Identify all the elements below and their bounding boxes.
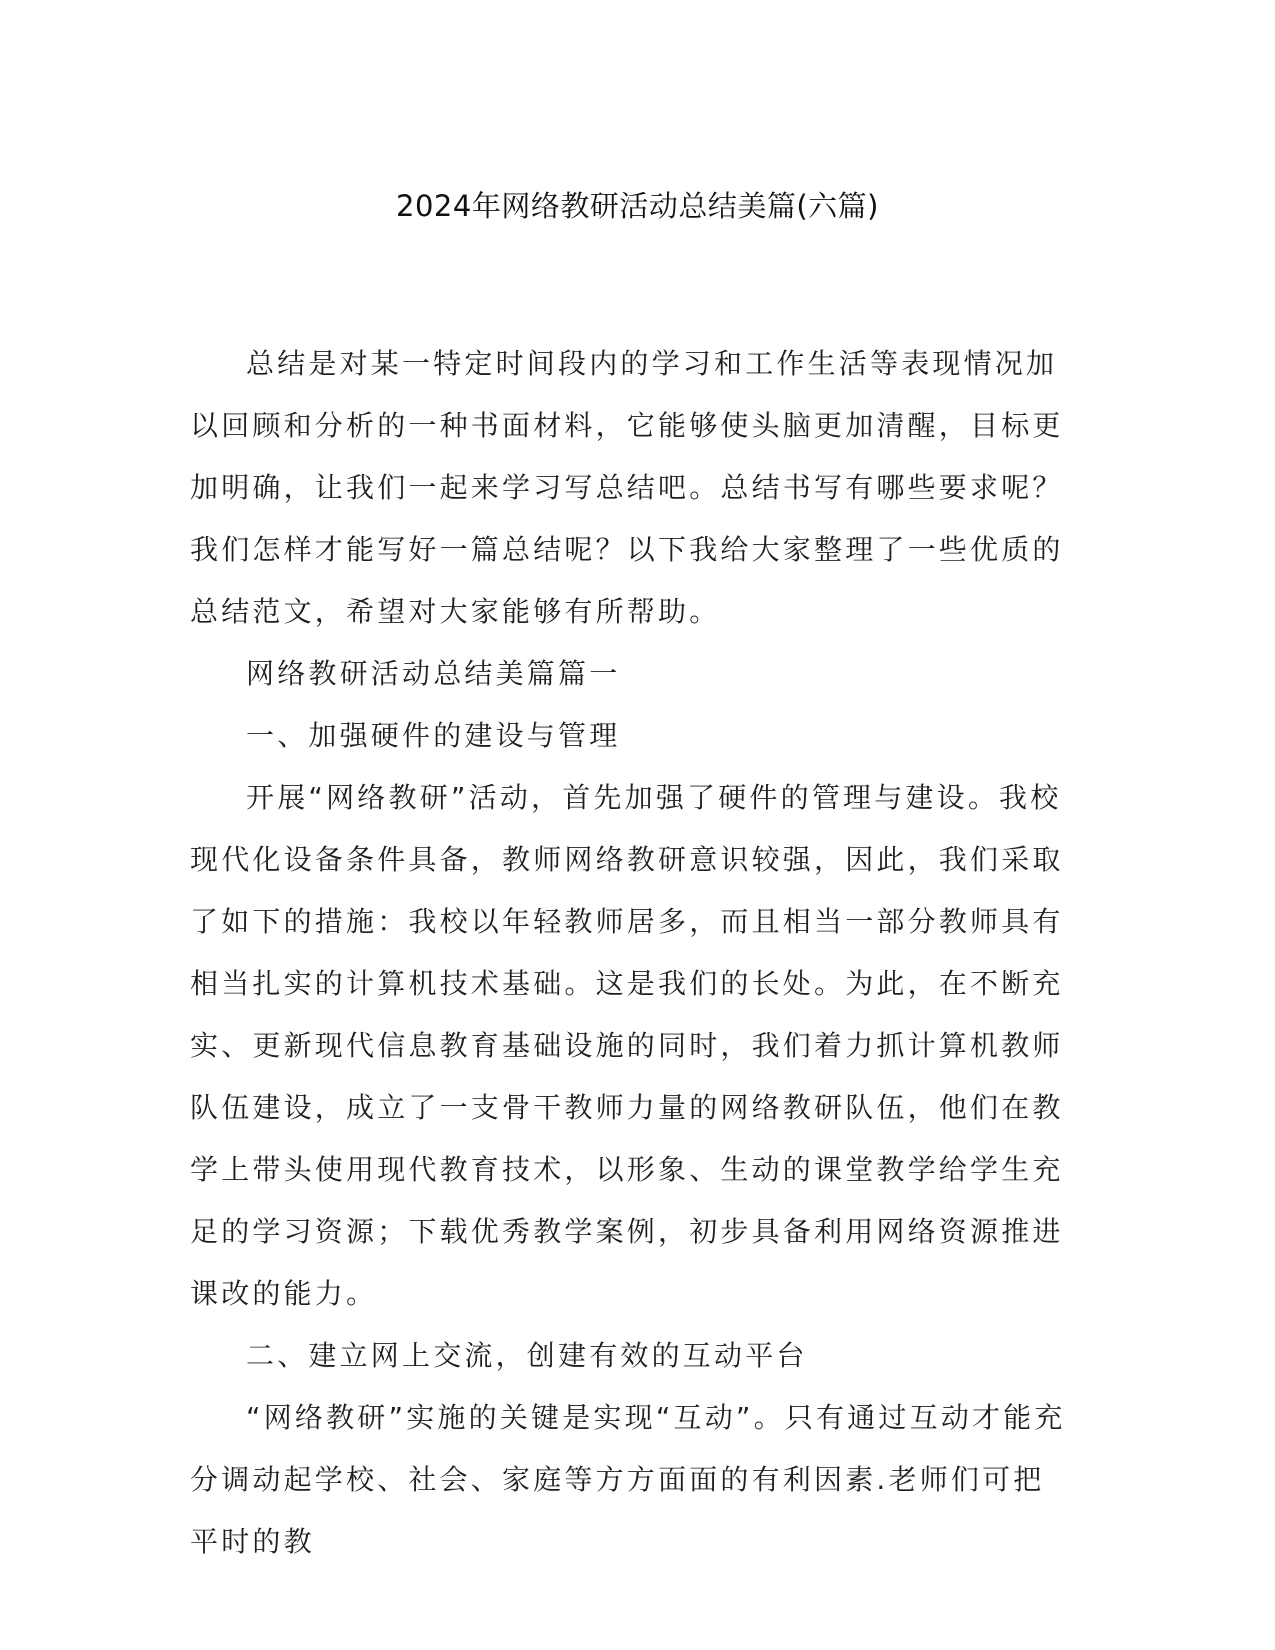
intro-paragraph: 总结是对某一特定时间段内的学习和工作生活等表现情况加以回顾和分析的一种书面材料，它能够使头脑更加清醒，目标更加明确，让我们一起来学习写总结吧。总结书写有哪些要求呢？我们怎样才能写好一篇总结呢？以下我给大家整理了一些优质的总结范文，希望对大家能够有所帮助。: [190, 347, 1064, 628]
hardware-paragraph: 开展“网络教研”活动，首先加强了硬件的管理与建设。我校现代化设备条件具备，教师网络教研意识较强，因此，我们采取了如下的措施：我校以年轻教师居多，而且相当一部分教师具有相当扎实的计算机技术基础。这是我们的长处。为此，在不断充实、更新现代信息教育基础设施的同时，我们着力抓计算机教师队伍建设，成立了一支骨干教师力量的网络教研队伍，他们在教学上带头使用现代教育技术，以形象、生动的课堂教学给学生充足的学习资源；下载优秀教学案例，初步具备利用网络资源推进课改的能力。: [190, 781, 1064, 1310]
document-title: 2024年网络教研活动总结美篇(六篇): [396, 189, 879, 223]
interaction-paragraph: “网络教研”实施的关键是实现“互动”。只有通过互动才能充分调动起学校、社会、家庭等方方面面的有利因素.老师们可把平时的教: [190, 1401, 1066, 1558]
subheading-online-exchange: 二、建立网上交流，创建有效的互动平台: [246, 1339, 808, 1372]
document-body: [190, 333, 1075, 1573]
subheading-hardware: 一、加强硬件的建设与管理: [246, 719, 621, 752]
section-heading-part-one: 网络教研活动总结美篇篇一: [246, 657, 621, 690]
